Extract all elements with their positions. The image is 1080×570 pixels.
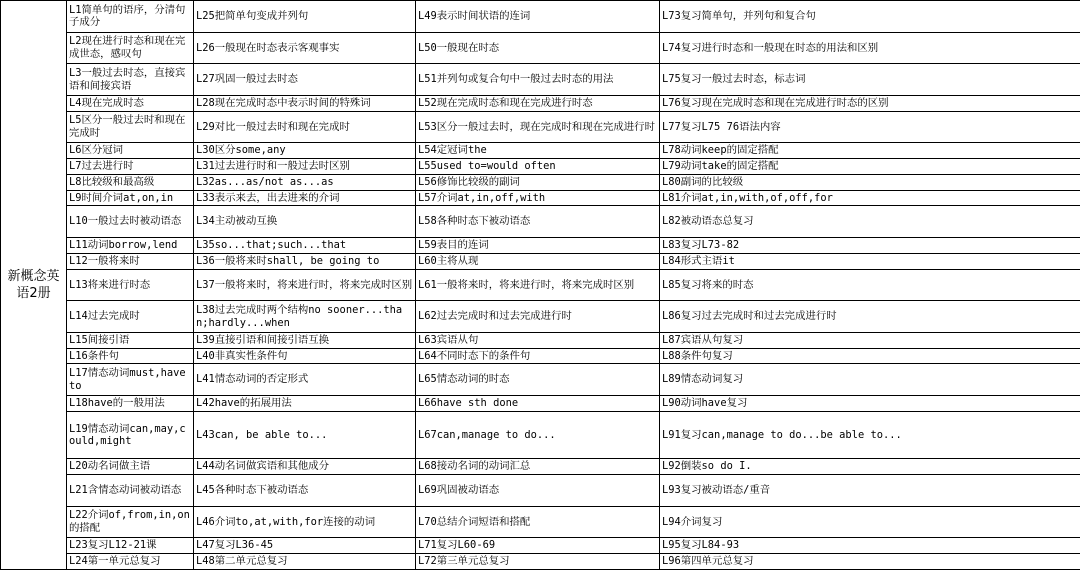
lesson-cell: L81介词at,in,with,of,off,for <box>660 190 1080 206</box>
lesson-cell: L19情态动词can,may,could,might <box>67 411 194 458</box>
lesson-cell: L73复习简单句，并列句和复合句 <box>660 1 1080 33</box>
lesson-cell: L61一般将来时，将来进行时，将来完成时区别 <box>416 269 660 301</box>
lesson-cell: L96第四单元总复习 <box>660 554 1080 570</box>
lesson-cell: L92倒装so do I. <box>660 459 1080 475</box>
lesson-cell: L55used to=would often <box>416 159 660 175</box>
table-row <box>1 32 1080 64</box>
lesson-cell: L7过去进行时 <box>67 159 194 175</box>
lesson-cell: L9时间介词at,on,in <box>67 190 194 206</box>
lesson-cell: L28现在完成时态中表示时间的特殊词 <box>194 95 416 111</box>
lesson-cell: L36一般将来时shall, be going to <box>194 253 416 269</box>
lesson-cell: L8比较级和最高级 <box>67 174 194 190</box>
lesson-cell: L12一般将来时 <box>67 253 194 269</box>
table-row <box>1 459 1080 475</box>
lesson-cell: L62过去完成时和过去完成进行时 <box>416 301 660 333</box>
lesson-cell: L20动名词做主语 <box>67 459 194 475</box>
table-row <box>1 348 1080 364</box>
table-row <box>1 190 1080 206</box>
lesson-cell: L54定冠词the <box>416 143 660 159</box>
lesson-cell: L4现在完成时态 <box>67 95 194 111</box>
lesson-cell: L94介词复习 <box>660 506 1080 538</box>
table-row <box>1 269 1080 301</box>
lesson-cell: L56修饰比较级的副词 <box>416 174 660 190</box>
lesson-cell: L80副词的比较级 <box>660 174 1080 190</box>
lesson-cell: L22介词of,from,in,on的搭配 <box>67 506 194 538</box>
lesson-cell: L49表示时间状语的连词 <box>416 1 660 33</box>
lesson-cell: L27巩固一般过去时态 <box>194 64 416 96</box>
table-row <box>1 506 1080 538</box>
lesson-cell: L40非真实性条件句 <box>194 348 416 364</box>
lesson-cell: L47复习L36-45 <box>194 538 416 554</box>
lesson-cell: L46介词to,at,with,for连接的动词 <box>194 506 416 538</box>
lesson-cell: L70总结介词短语和搭配 <box>416 506 660 538</box>
table-row <box>1 64 1080 96</box>
lesson-cell: L5区分一般过去时和现在完成时 <box>67 111 194 143</box>
lesson-cell: L88条件句复习 <box>660 348 1080 364</box>
lesson-cell: L6区分冠词 <box>67 143 194 159</box>
table-row <box>1 332 1080 348</box>
lesson-cell: L31过去进行时和一般过去时区别 <box>194 159 416 175</box>
table-row <box>1 475 1080 507</box>
lesson-cell: L84形式主语it <box>660 253 1080 269</box>
lesson-cell: L77复习L75 76语法内容 <box>660 111 1080 143</box>
table-row <box>1 364 1080 396</box>
lesson-cell: L2现在进行时态和现在完成世态，感叹句 <box>67 32 194 64</box>
lesson-cell: L43can, be able to... <box>194 411 416 458</box>
table-row <box>1 159 1080 175</box>
lesson-cell: L85复习将来的时态 <box>660 269 1080 301</box>
lesson-cell: L71复习L60-69 <box>416 538 660 554</box>
lesson-cell: L57介词at,in,off,with <box>416 190 660 206</box>
lesson-cell: L44动名词做宾语和其他成分 <box>194 459 416 475</box>
lesson-cell: L63宾语从句 <box>416 332 660 348</box>
lesson-cell: L65情态动词的时态 <box>416 364 660 396</box>
table-row <box>1 301 1080 333</box>
lesson-cell: L24第一单元总复习 <box>67 554 194 570</box>
lesson-cell: L1简单句的语序，分清句子成分 <box>67 1 194 33</box>
lesson-cell: L48第二单元总复习 <box>194 554 416 570</box>
table-row <box>1 143 1080 159</box>
table-row <box>1 111 1080 143</box>
lesson-cell: L78动词keep的固定搭配 <box>660 143 1080 159</box>
lesson-cell: L59表目的连词 <box>416 238 660 254</box>
lesson-cell: L39直接引语和间接引语互换 <box>194 332 416 348</box>
lesson-cell: L60主将从现 <box>416 253 660 269</box>
table-row <box>1 396 1080 412</box>
lesson-cell: L18have的一般用法 <box>67 396 194 412</box>
lesson-cell: L41情态动词的否定形式 <box>194 364 416 396</box>
lesson-cell: L68接动名词的动词汇总 <box>416 459 660 475</box>
lesson-cell: L23复习L12-21课 <box>67 538 194 554</box>
lesson-cell: L90动词have复习 <box>660 396 1080 412</box>
table-row <box>1 238 1080 254</box>
table-row <box>1 206 1080 238</box>
lesson-cell: L64不同时态下的条件句 <box>416 348 660 364</box>
lesson-cell: L91复习can,manage to do...be able to... <box>660 411 1080 458</box>
lesson-cell: L26一般现在时态表示客观事实 <box>194 32 416 64</box>
lesson-cell: L17情态动词must,have to <box>67 364 194 396</box>
lesson-cell: L30区分some,any <box>194 143 416 159</box>
lesson-cell: L67can,manage to do... <box>416 411 660 458</box>
table-row <box>1 253 1080 269</box>
book-label: 新概念英语2册 <box>1 1 67 570</box>
lesson-cell: L3一般过去时态，直接宾语和间接宾语 <box>67 64 194 96</box>
lesson-cell: L21含情态动词被动语态 <box>67 475 194 507</box>
lesson-cell: L89情态动词复习 <box>660 364 1080 396</box>
table-row <box>1 554 1080 570</box>
lesson-cell: L75复习一般过去时态，标志词 <box>660 64 1080 96</box>
lesson-cell: L58各种时态下被动语态 <box>416 206 660 238</box>
lesson-cell: L45各种时态下被动语态 <box>194 475 416 507</box>
lesson-cell: L10一般过去时被动语态 <box>67 206 194 238</box>
lesson-cell: L11动词borrow,lend <box>67 238 194 254</box>
lesson-cell: L72第三单元总复习 <box>416 554 660 570</box>
lesson-cell: L34主动被动互换 <box>194 206 416 238</box>
lesson-cell: L15间接引语 <box>67 332 194 348</box>
lesson-cell: L66have sth done <box>416 396 660 412</box>
lesson-cell: L29对比一般过去时和现在完成时 <box>194 111 416 143</box>
lesson-cell: L25把简单句变成并列句 <box>194 1 416 33</box>
lesson-cell: L82被动语态总复习 <box>660 206 1080 238</box>
lesson-cell: L51并列句或复合句中一般过去时态的用法 <box>416 64 660 96</box>
table-row <box>1 174 1080 190</box>
lesson-cell: L76复习现在完成时态和现在完成进行时态的区别 <box>660 95 1080 111</box>
table-row <box>1 411 1080 458</box>
table-row <box>1 1 1080 33</box>
lesson-cell: L16条件句 <box>67 348 194 364</box>
table-row <box>1 95 1080 111</box>
lesson-cell: L53区分一般过去时，现在完成时和现在完成进行时 <box>416 111 660 143</box>
lesson-cell: L37一般将来时，将来进行时，将来完成时区别 <box>194 269 416 301</box>
lesson-cell: L69巩固被动语态 <box>416 475 660 507</box>
lesson-cell: L79动词take的固定搭配 <box>660 159 1080 175</box>
lesson-cell: L52现在完成时态和现在完成进行时态 <box>416 95 660 111</box>
lesson-cell: L32as...as/not as...as <box>194 174 416 190</box>
lesson-cell: L33表示来去，出去进来的介词 <box>194 190 416 206</box>
lesson-cell: L87宾语从句复习 <box>660 332 1080 348</box>
lesson-cell: L93复习被动语态/重音 <box>660 475 1080 507</box>
lesson-cell: L42have的拓展用法 <box>194 396 416 412</box>
lesson-cell: L14过去完成时 <box>67 301 194 333</box>
lesson-cell: L35so...that;such...that <box>194 238 416 254</box>
lesson-cell: L38过去完成时两个结构no sooner...than;hardly...when <box>194 301 416 333</box>
lesson-cell: L50一般现在时态 <box>416 32 660 64</box>
table-row <box>1 538 1080 554</box>
lesson-cell: L86复习过去完成时和过去完成进行时 <box>660 301 1080 333</box>
lesson-cell: L74复习进行时态和一般现在时态的用法和区别 <box>660 32 1080 64</box>
lesson-cell: L95复习L84-93 <box>660 538 1080 554</box>
syllabus-table-body <box>1 1 1080 570</box>
lesson-cell: L83复习L73-82 <box>660 238 1080 254</box>
lesson-cell: L13将来进行时态 <box>67 269 194 301</box>
